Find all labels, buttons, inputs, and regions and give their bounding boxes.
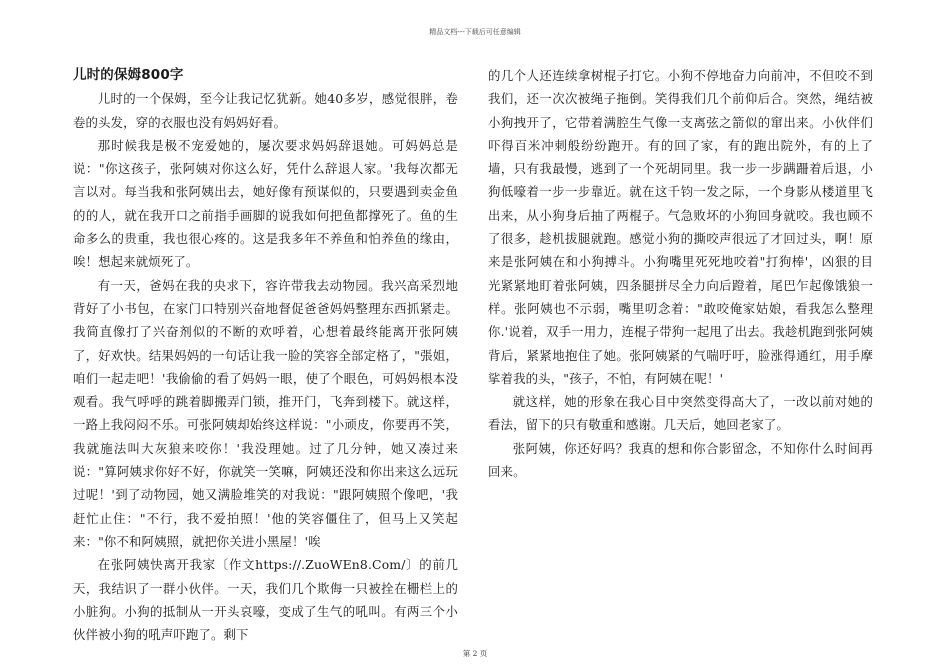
paragraph-continued: 的几个人还连续拿树棍子打它。小狗不停地奋力向前冲，不但咬不到我们，还一次次被绳子拖倒。笑得我们几个前仰后合。突然，绳结被小狗拽开了，它带着满腔生气像一支离弦之箭似的窜出来。小伙伴们吓得百米冲刺般纷纷跑开。有的回了家，有的跑出院外，有的上了墙，只有我最慢，逃到了一个死胡同里。我一步一步蹒跚着后退，小狗低嚎着一步一步靠近。就在这千钧一发之际，一个身影从楼道里飞出来，从小狗身后抽了两棍子。气急败坏的小狗回身就咬。我也顾不了很多，趁机拔腿就跑。感觉小狗的撕咬声很远了才回过头，啊！原来是张阿姨在和小狗搏斗。小狗嘴里死死地咬着"打狗棒'，凶狠的目光紧紧地盯着张阿姨，四条腿拼尽全力向后蹬着，尾巴乍起像饿狼一样。张阿姨也不示弱，嘴里叨念着："敢咬俺家姑娘，看我怎么整理你.'说着，双手一用力，连棍子带狗一起甩了出去。我趁机跑到张阿姨背后，紧紧地抱住了她。张阿姨紧的气喘吁吁，脸涨得通红，用手摩挲着我的头，"孩子，不怕，有阿姨在呢！'	[488, 68, 873, 386]
left-column	[73, 64, 458, 646]
page-number: 第 2 页	[462, 649, 488, 658]
article-title: 儿时的保姆800字	[73, 67, 184, 83]
paragraph: 在张阿姨快离开我家〔作文https://.ZuoWEn8.Com/〕的前几天，我结识了一群小伙伴。一天，我们几个欺侮一只被拴在栅栏上的小脏狗。小狗的抵制从一开头哀嚎，变成了生气的吼叫。有两三个小伙伴被小狗的吼声吓跑了。剩下	[73, 557, 458, 643]
paragraph: 儿时的一个保姆，至今让我记忆犹新。她40多岁，感觉很胖，卷卷的头发，穿的衣服也没有妈妈好看。	[73, 91, 458, 130]
paragraph: 张阿姨，你还好吗？我真的想和你合影留念，不知你什么时间再回来。	[488, 440, 873, 480]
paragraph: 有一天，爸妈在我的央求下，容许带我去动物园。我兴高采烈地背好了小书包，在家门口特别兴奋地督促爸爸妈妈整理东西抓紧走。我简直像打了兴奋剂似的不断的欢呼着，心想着最终能离开张阿姨了，好欢快。结果妈妈的一句话让我一脸的笑容全部定格了，"張姐，咱们一起走吧！'我偷偷的看了妈妈一眼，使了个眼色，可妈妈根本没观看。我气呼呼的跳着脚搬弄门锁，推开门，飞奔到楼下。就这样，一路上我闷闷不乐。可张阿姨却始终这样说："小顽皮，你要再不笑，我就施法叫大灰狼来咬你！'我没理她。过了几分钟，她又凑过来说："算阿姨求你好不好，你就笑一笑嘛，阿姨还没和你出来这么远玩过呢！'到了动物园，她又满脸堆笑的对我说："跟阿姨照个像吧，'我赶忙止住："不行，我不爱拍照！'他的笑容僵住了，但马上又笑起来："你不和阿姨照，就把你关进小黑屋！'唉	[73, 277, 458, 549]
page-header: 精品文档---下载后可任意编辑	[429, 28, 521, 36]
paragraph: 那时候我是极不宠爱她的，屡次要求妈妈辞退她。可妈妈总是说："你这孩子，张阿姨对你这么好，凭什么辞退人家。'我每次都无言以对。每当我和张阿姨出去，她好像有预谋似的，只要遇到卖金鱼的的人，就在我开口之前指手画脚的说我如何把鱼都撑死了。鱼的生命多么的贵重，我也很心疼的。这是我多年不养鱼和怕养鱼的缘由，唉！想起来就烦死了。	[73, 137, 458, 270]
right-column	[488, 64, 873, 483]
paragraph: 就这样，她的形象在我心目中突然变得高大了，一改以前对她的看法，留下的只有敬重和感谢。几天后，她回老家了。	[488, 394, 873, 433]
